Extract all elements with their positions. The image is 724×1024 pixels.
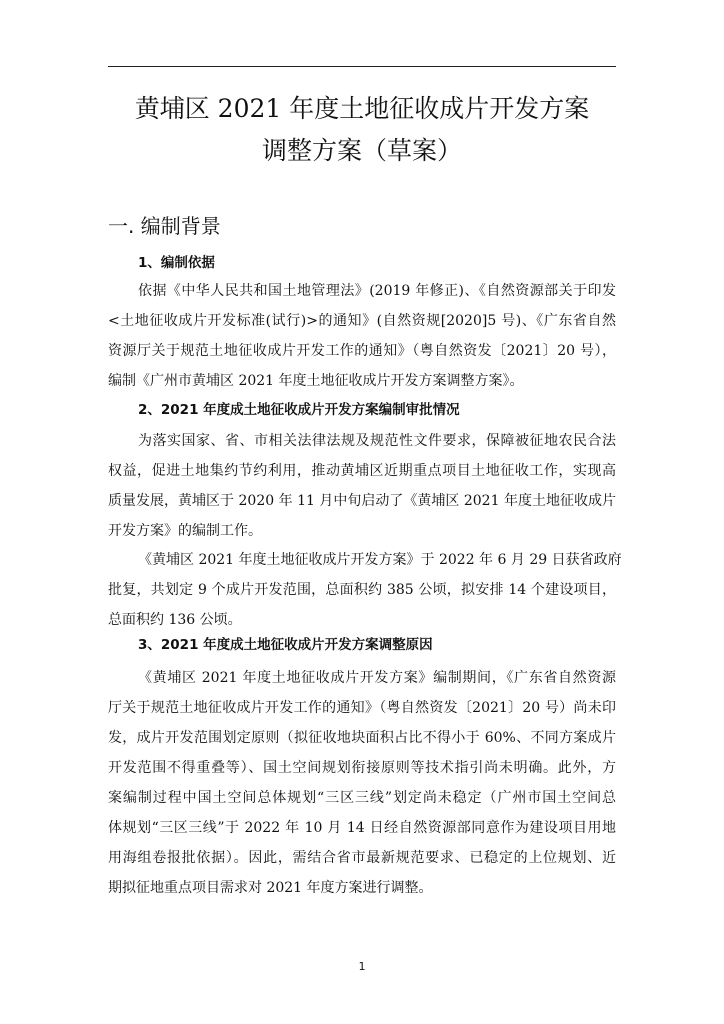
subsection-heading-approval: 2、2021 年度成土地征收成片开发方案编制审批情况	[138, 402, 460, 418]
paragraph-reason	[108, 663, 616, 903]
text-line: 用海组卷报批依据）。因此，需结合省市最新规范要求、已稳定的上位规划、近	[108, 850, 616, 866]
paragraph-approval-1	[108, 426, 616, 546]
text-line: 权益，促进土地集约节约利用，推动黄埔区近期重点项目土地征收工作，实现高	[108, 463, 616, 479]
text-line: 质量发展，黄埔区于 2020 年 11 月中旬启动了《黄埔区 2021 年度土地征收成片	[108, 493, 616, 509]
text-line: 编制《广州市黄埔区 2021 年度土地征收成片开发方案调整方案》。	[108, 373, 524, 389]
text-line: 体规划“三区三线”于 2022 年 10 月 14 日经自然资源部同意作为建设项目用地	[108, 820, 616, 836]
text-line: 总面积约 136 公顷。	[108, 612, 242, 628]
page-number: 1	[358, 960, 366, 973]
text-line: 批复，共划定 9 个成片开发范围，总面积约 385 公顷，拟安排 14 个建设项目，	[108, 582, 616, 598]
document-title-line2: 调整方案（草案）	[261, 136, 462, 165]
text-line: 依据《中华人民共和国土地管理法》(2019 年修正)、《自然资源部关于印发	[138, 283, 616, 299]
text-line: 为落实国家、省、市相关法律法规及规范性文件要求，保障被征地农民合法	[138, 433, 616, 449]
section-heading-background: 一. 编制背景	[108, 214, 221, 238]
text-line: 开发范围不得重叠等）、国土空间规划衔接原则等技术指引尚未明确。此外，方	[108, 760, 616, 776]
text-line: 《黄埔区 2021 年度土地征收成片开发方案》于 2022 年 6 月 29 日获省政府	[138, 552, 622, 568]
text-line: 资源厅关于规范土地征收成片开发工作的通知》（粤自然资发〔2021〕20 号），	[108, 343, 616, 359]
text-line: 开发方案》的编制工作。	[108, 523, 262, 539]
paragraph-basis	[108, 276, 616, 396]
paragraph-approval-2	[108, 545, 622, 635]
text-line: 期拟征地重点项目需求对 2021 年度方案进行调整。	[108, 880, 433, 896]
text-line: 厅关于规范土地征收成片开发工作的通知》（粤自然资发〔2021〕20 号）尚未印	[108, 700, 616, 716]
subsection-heading-reason: 3、2021 年度成土地征收成片开发方案调整原因	[138, 637, 433, 653]
document-title-line1: 黄埔区 2021 年度土地征收成片开发方案	[134, 94, 590, 123]
text-line: 《黄埔区 2021 年度土地征收成片开发方案》编制期间，《广东省自然资源	[138, 670, 616, 686]
text-line: 案编制过程中国土空间总体规划“三区三线”划定尚未稳定（广州市国土空间总	[108, 790, 616, 806]
text-line: 发，成片开发范围划定原则（拟征收地块面积占比不得小于 60%、不同方案成片	[108, 730, 616, 746]
subsection-heading-basis: 1、编制依据	[138, 255, 215, 271]
text-line: <土地征收成片开发标准(试行)>的通知》(自然资规[2020]5 号)、《广东省自然	[108, 313, 616, 329]
header-rule	[108, 66, 616, 67]
